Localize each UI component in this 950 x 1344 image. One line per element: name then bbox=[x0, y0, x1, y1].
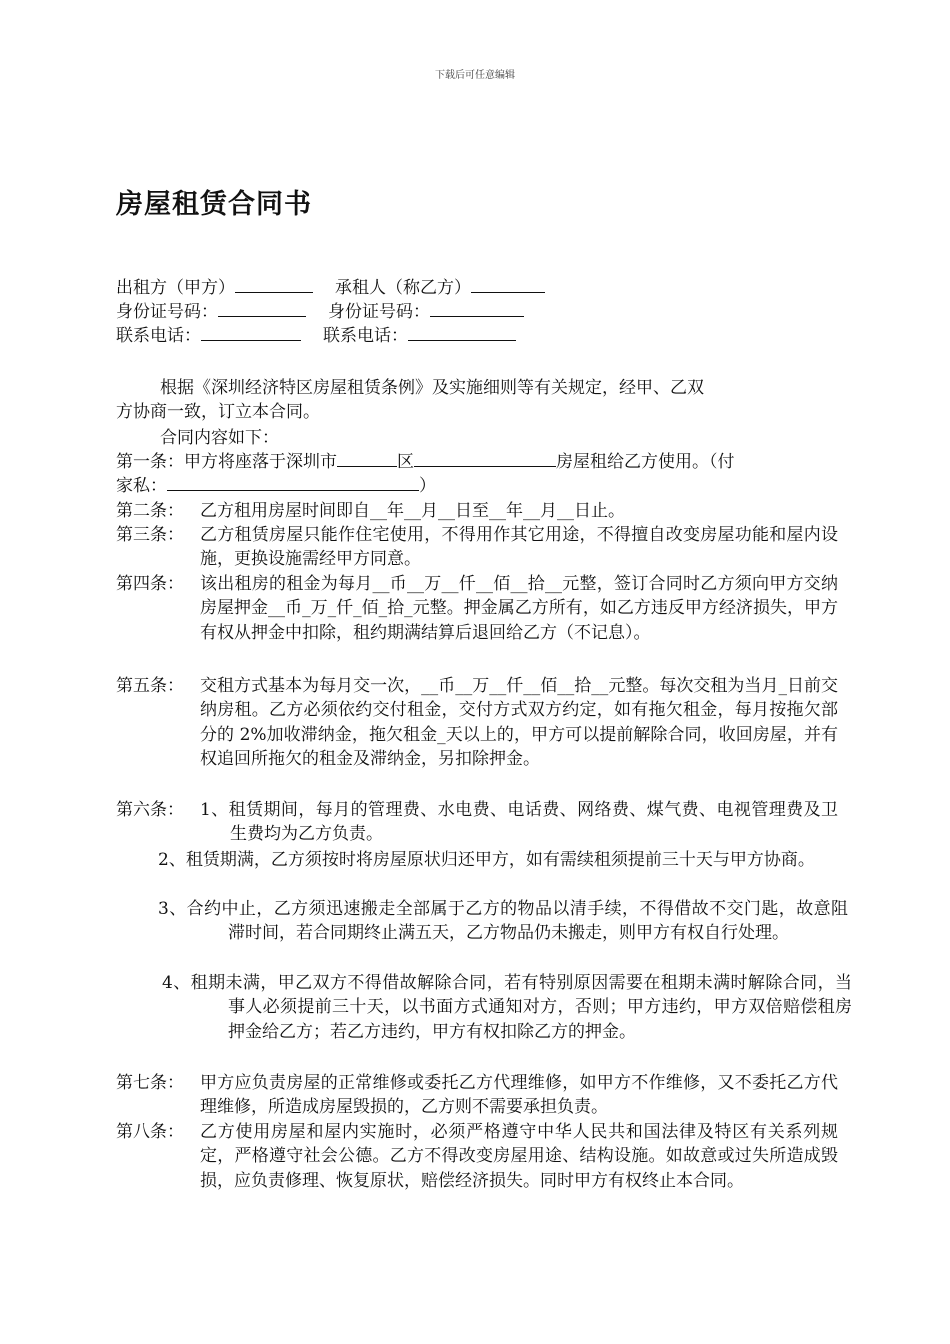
id-blank-b[interactable] bbox=[430, 300, 524, 317]
item-text: 合约中止，乙方须迅速搬走全部属于乙方的物品以清手续，不得借故不交门匙，故意阻滞时间，若合同期终止满五天，乙方物品仍未搬走，则甲方有权自行处理。 bbox=[186, 899, 848, 944]
article-label: 第八条： bbox=[116, 1122, 184, 1142]
item-number: 4、 bbox=[162, 973, 191, 993]
item-number: 2、 bbox=[158, 850, 186, 870]
address-blank[interactable] bbox=[414, 450, 556, 467]
party-line-2 bbox=[116, 300, 524, 324]
article-label: 第二条： bbox=[116, 501, 184, 521]
article-6-item-3 bbox=[158, 897, 848, 946]
id-blank-a[interactable] bbox=[218, 300, 306, 317]
article-label: 第三条： bbox=[116, 525, 184, 545]
article-label: 第六条： bbox=[116, 800, 184, 820]
article-6-item-1 bbox=[200, 798, 838, 847]
article-text: 交租方式基本为每月交一次，__币__万__仟__佰__拾__元整。每次交租为当月_日前交纳房租。乙方必须依约交付租金，交付方式双方约定，如有拖欠租金，每月按拖欠部分的 2%加收滞纳金，拖欠租金_天以上的，甲方可以提前解除合同，收回房屋，并有权追回所拖欠的租金及滞纳金，另扣除押金。 bbox=[200, 676, 838, 769]
item-text: 租赁期间，每月的管理费、水电费、电话费、网络费、煤气费、电视管理费及卫生费均为乙方负责。 bbox=[228, 800, 838, 845]
intro-line-2: 方协商一致，订立本合同。 bbox=[116, 402, 320, 422]
furniture-close: ） bbox=[419, 476, 436, 496]
article-text: 该出租房的租金为每月__币__万__仟__佰__拾__元整，签订合同时乙方须向甲方交纳房屋押金__币_万_仟_佰_拾_元整。押金属乙方所有，如乙方违反甲方经济损失，甲方有权从押金中扣除，租约期满结算后退回给乙方（不记息）。 bbox=[200, 574, 838, 643]
article-label: 第七条： bbox=[116, 1073, 184, 1093]
party-line-3 bbox=[116, 324, 516, 348]
furniture-label: 家私： bbox=[116, 476, 167, 496]
intro-line-1: 根据《深圳经济特区房屋租赁条例》及实施细则等有关规定，经甲、乙双 bbox=[160, 378, 704, 398]
item-number: 3、 bbox=[158, 899, 187, 919]
item-text: 租期未满，甲乙双方不得借故解除合同，若有特别原因需要在租期未满时解除合同，当事人必须提前三十天，以书面方式通知对方，否则；甲方违约，甲方双倍赔偿租房押金给乙方；若乙方违约，甲方有权扣除乙方的押金。 bbox=[190, 973, 852, 1042]
lessee-blank[interactable] bbox=[471, 276, 545, 293]
article-1-line-2 bbox=[116, 474, 436, 498]
article-6 bbox=[116, 798, 838, 847]
article-text: 乙方租赁房屋只能作住宅使用，不得用作其它用途，不得擅自改变房屋功能和屋内设施，更换设施需经甲方同意。 bbox=[200, 525, 838, 570]
article-1-text-c: 房屋租给乙方使用。（付 bbox=[556, 452, 735, 472]
article-7 bbox=[116, 1071, 838, 1120]
article-text: 乙方租用房屋时间即自__年__月__日至__年__月__日止。 bbox=[200, 501, 625, 521]
item-number: 1、 bbox=[200, 800, 229, 820]
phone-blank-a[interactable] bbox=[201, 324, 301, 341]
id-label-a: 身份证号码： bbox=[116, 302, 218, 322]
article-1-text-b: 区 bbox=[397, 452, 414, 472]
article-6-item-2 bbox=[158, 848, 848, 872]
header-note: 下载后可任意编辑 bbox=[435, 70, 515, 81]
item-text: 租赁期满，乙方须按时将房屋原状归还甲方，如有需续租须提前三十天与甲方协商。 bbox=[185, 850, 815, 870]
phone-blank-b[interactable] bbox=[408, 324, 516, 341]
article-label: 第五条： bbox=[116, 676, 184, 696]
lessor-label: 出租方（甲方） bbox=[116, 278, 235, 298]
article-2 bbox=[116, 499, 838, 523]
article-text: 乙方使用房屋和屋内实施时，必须严格遵守中华人民共和国法律及特区有关系列规定，严格遵守社会公德。乙方不得改变房屋用途、结构设施。如故意或过失所造成毁损，应负责修理、恢复原状，赔偿经济损失。同时甲方有权终止本合同。 bbox=[200, 1122, 838, 1191]
article-3 bbox=[116, 523, 838, 572]
article-text: 甲方应负责房屋的正常维修或委托乙方代理维修，如甲方不作维修，又不委托乙方代理维修，所造成房屋毁损的，乙方则不需要承担负责。 bbox=[200, 1073, 838, 1118]
id-label-b: 身份证号码： bbox=[328, 302, 430, 322]
intro-line-3: 合同内容如下： bbox=[160, 428, 279, 448]
lessee-label: 承租人（称乙方） bbox=[335, 278, 471, 298]
document-title: 房屋租赁合同书 bbox=[116, 189, 312, 220]
party-line-1 bbox=[116, 276, 545, 300]
lessor-blank[interactable] bbox=[235, 276, 313, 293]
article-4 bbox=[116, 572, 838, 645]
article-label: 第四条： bbox=[116, 574, 184, 594]
article-8 bbox=[116, 1120, 838, 1193]
phone-label-b: 联系电话： bbox=[323, 326, 408, 346]
district-blank[interactable] bbox=[337, 450, 397, 467]
article-1-text-a: 第一条：甲方将座落于深圳市 bbox=[116, 452, 337, 472]
article-5 bbox=[116, 674, 838, 771]
article-6-item-4 bbox=[162, 971, 852, 1044]
furniture-blank[interactable] bbox=[167, 474, 419, 491]
phone-label-a: 联系电话： bbox=[116, 326, 201, 346]
article-1-line-1 bbox=[116, 450, 735, 474]
